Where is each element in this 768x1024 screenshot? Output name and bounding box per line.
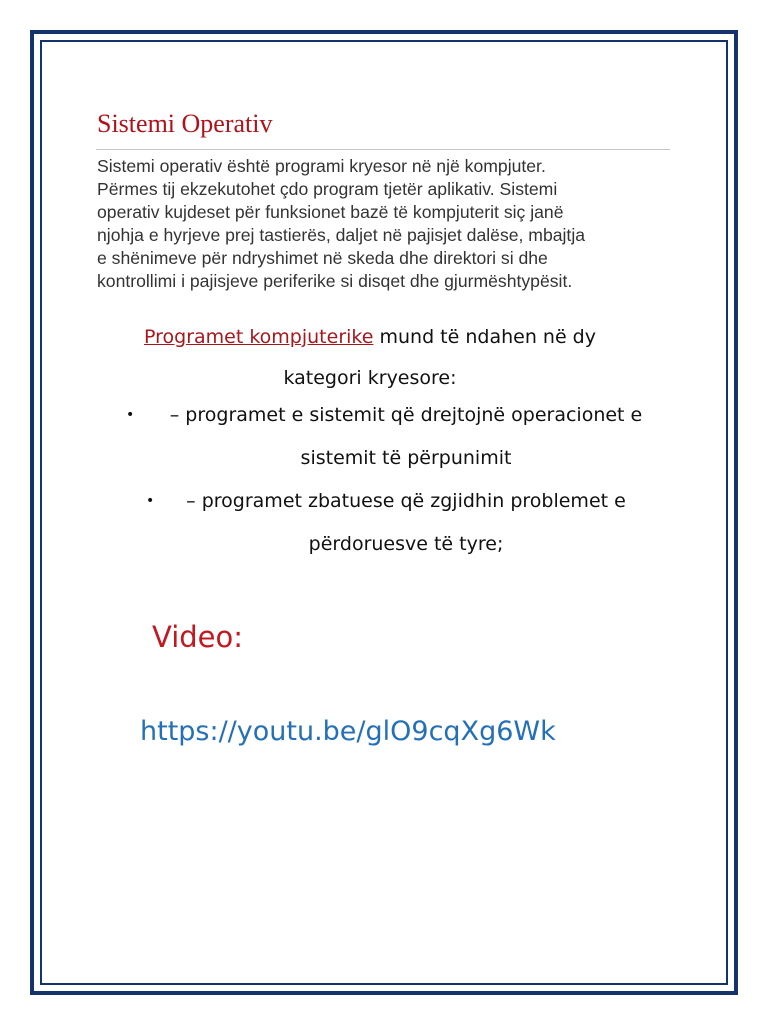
bullet-icon: • [126,407,135,423]
paragraph-line: kontrollimi i pajisjeve periferike si disqet dhe gjurmështypësit. [97,271,573,291]
page-title: Sistemi Operativ [97,109,273,138]
paragraph-line: Sistemi operativ është programi kryesor në një kompjuter. [97,156,546,176]
list-item [126,394,686,480]
categories-intro [90,317,650,399]
bullet-icon: • [146,493,155,509]
paragraph-line: njohja e hyrjeve prej tastierës, daljet në pajisjet dalëse, mbajtja [97,225,586,245]
intro-text-line2: kategori kryesore: [283,367,457,389]
list-item-line: përdoruesve të tyre; [308,533,504,555]
title-divider [96,149,670,150]
intro-text: mund të ndahen në dy [373,326,596,348]
paragraph-line: operativ kujdeset për funksionet bazë të kompjuterit siç janë [97,202,564,222]
programs-link[interactable]: Programet kompjuterike [144,326,374,348]
video-url-link[interactable]: https://youtu.be/glO9cqXg6Wk [140,716,556,747]
list-item [146,480,666,566]
list-item-line: sistemit të përpunimit [300,447,512,469]
list-item-line: – programet zbatuese që zgjidhin problemet e [186,490,626,512]
paragraph-line: e shënimeve për ndryshimet në skeda dhe direktori si dhe [97,248,548,268]
intro-paragraph [97,155,677,293]
list-item-line: – programet e sistemit që drejtojnë operacionet e [169,404,643,426]
paragraph-line: Përmes tij ekzekutohet çdo program tjetër aplikativ. Sistemi [97,179,558,199]
video-heading: Video: [152,620,244,654]
